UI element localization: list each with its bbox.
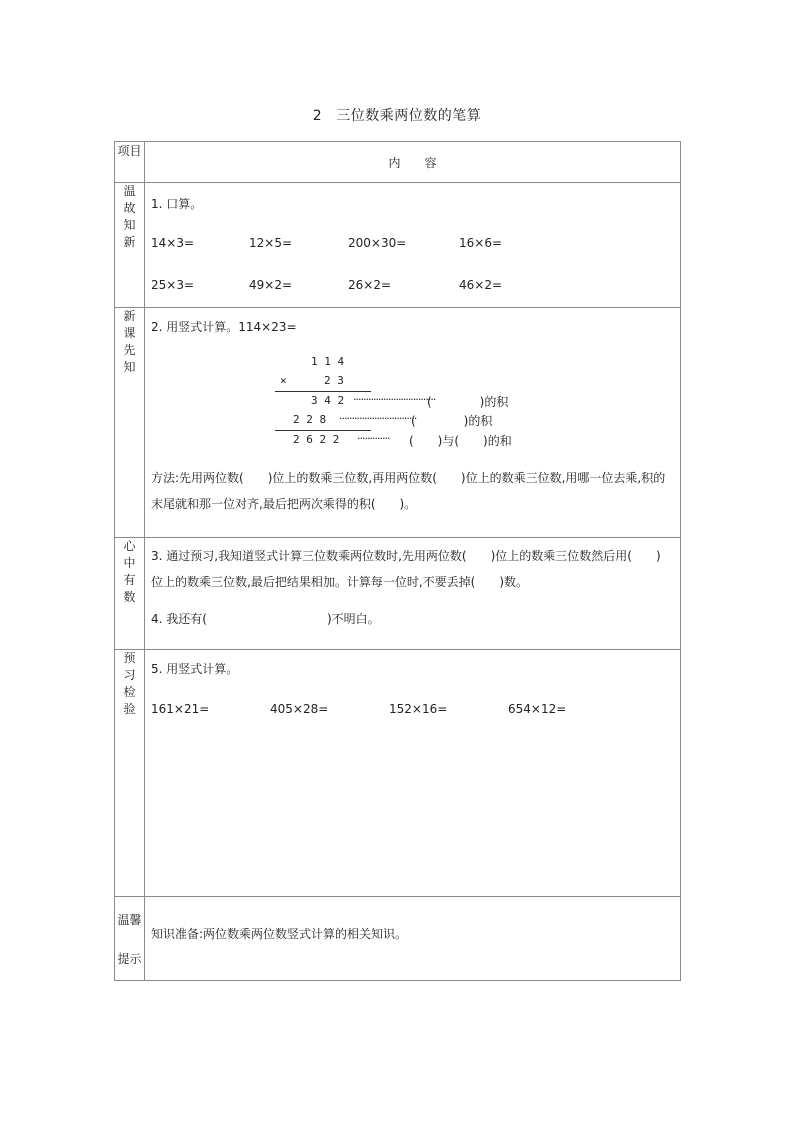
tips-label-bottom: 提示 — [117, 951, 142, 966]
times-sign: × — [280, 374, 287, 387]
lesson-title: 三位数乘两位数的笔算 — [336, 108, 482, 124]
vertical-calc-heading: 2. 用竖式计算。114×23= — [151, 320, 297, 334]
practice-problem: 654×12= — [508, 702, 567, 716]
preview-check-content-cell — [145, 650, 681, 897]
practice-heading: 5. 用竖式计算。 — [151, 662, 239, 676]
oral-problem: 200×30= — [348, 236, 407, 250]
final-product-note: ( )与( )的和 — [409, 434, 512, 448]
header-content-cell — [145, 142, 681, 183]
preview-check-label-cell — [115, 650, 145, 897]
questions-remaining-text: 4. 我还有( )不明白。 — [151, 612, 380, 626]
tips-content-cell — [145, 897, 681, 981]
partial-product-1: 3 4 2 — [311, 394, 345, 407]
multiplier: 2 3 — [324, 374, 344, 387]
new-lesson-row — [115, 308, 681, 538]
partial-product-2-note: ( )的积 — [411, 414, 493, 428]
tips-label-top: 温馨 — [117, 912, 142, 927]
oral-problem: 14×3= — [151, 236, 195, 250]
oral-problem: 12×5= — [249, 236, 293, 250]
oral-problem: 49×2= — [249, 278, 293, 292]
oral-problem: 25×3= — [151, 278, 195, 292]
leader-dots: ································· — [353, 393, 436, 406]
partial-product-2: 2 2 8 — [293, 413, 327, 426]
leader-dots: ······························· — [339, 412, 417, 425]
oral-problem: 26×2= — [348, 278, 392, 292]
review-label: 温故知新 — [123, 184, 136, 249]
calc-rule-bottom — [275, 430, 371, 431]
practice-problem: 152×16= — [389, 702, 448, 716]
practice-problem: 161×21= — [151, 702, 210, 716]
practice-problem: 405×28= — [270, 702, 329, 716]
tips-label-cell — [115, 897, 145, 981]
tips-text: 知识准备:两位数乘两位数竖式计算的相关知识。 — [151, 927, 408, 941]
multiplicand: 1 1 4 — [311, 355, 345, 368]
new-lesson-label: 新课先知 — [123, 309, 136, 374]
tips-row — [115, 897, 681, 981]
reflection-label-cell — [115, 538, 145, 650]
preview-summary-text: 3. 通过预习,我知道竖式计算三位数乘两位数时,先用两位数( )位上的数乘三位数然后用( )位上的数乘三位数,最后把结果相加。计算每一位时,不要丢掉( )数。 — [151, 549, 661, 589]
new-lesson-label-cell — [115, 308, 145, 538]
method-text: 方法:先用两位数( )位上的数乘三位数,再用两位数( )位上的数乘三位数,用哪一位去乘,积的末尾就和那一位对齐,最后把两次乘得的积( )。 — [151, 471, 666, 511]
preview-check-row — [115, 650, 681, 897]
calc-rule-top — [275, 391, 371, 392]
final-product: 2 6 2 2 — [293, 433, 340, 446]
oral-problem: 16×6= — [459, 236, 503, 250]
oral-problem: 46×2= — [459, 278, 503, 292]
leader-dots: ············· — [357, 432, 390, 445]
new-lesson-content-cell — [145, 308, 681, 538]
worksheet-table — [114, 141, 681, 981]
header-item-cell — [115, 142, 145, 183]
header-item-label: 项目 — [117, 144, 142, 158]
lesson-number: 2 — [312, 108, 323, 124]
partial-product-1-note: ( )的积 — [427, 395, 509, 409]
review-label-cell — [115, 183, 145, 308]
review-row — [115, 183, 681, 308]
preview-check-label: 预习检验 — [123, 651, 136, 716]
reflection-label: 心中有数 — [123, 539, 136, 604]
page-title — [0, 105, 794, 125]
review-content-cell — [145, 183, 681, 308]
header-content-label: 内 容 — [388, 155, 437, 170]
oral-calc-heading: 1. 口算。 — [151, 197, 203, 211]
header-row — [115, 142, 681, 183]
reflection-content-cell — [145, 538, 681, 650]
reflection-row — [115, 538, 681, 650]
